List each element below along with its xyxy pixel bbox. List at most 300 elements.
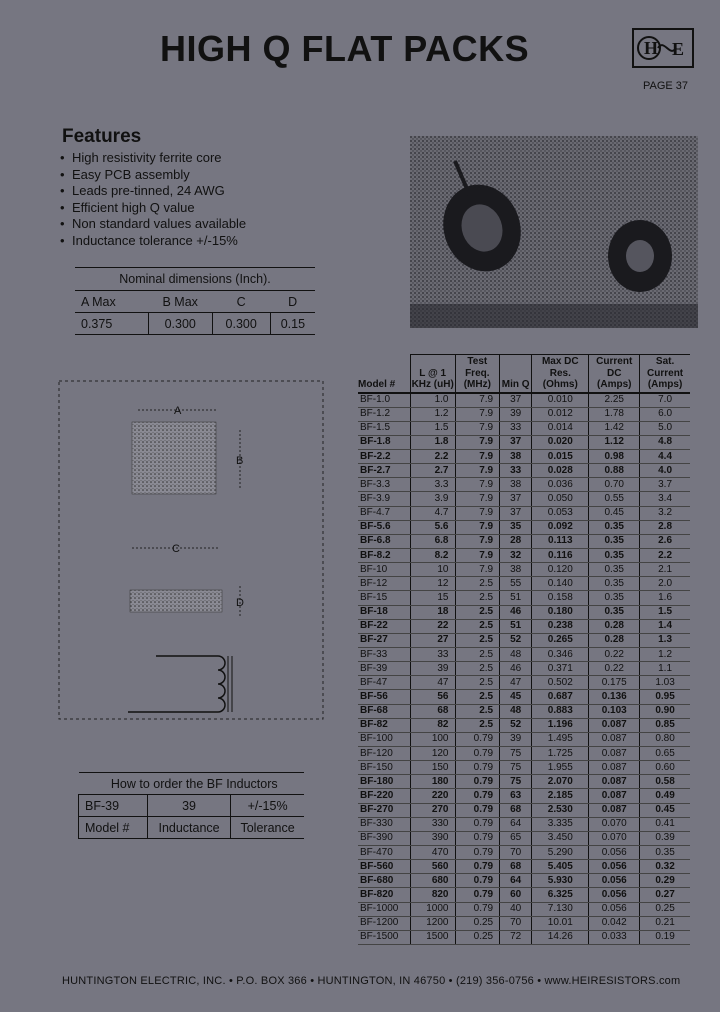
feature-item: • Inductance tolerance +/-15% (60, 233, 246, 250)
spec-model: BF-27 (358, 633, 410, 647)
spec-freq: 0.79 (455, 732, 500, 746)
spec-freq: 0.79 (455, 817, 500, 831)
spec-freq: 2.5 (455, 605, 500, 619)
spec-res: 0.120 (532, 563, 589, 577)
spec-freq: 2.5 (455, 704, 500, 718)
dim-header-d: D (270, 291, 315, 313)
spec-res: 0.883 (532, 704, 589, 718)
spec-sat: 0.29 (640, 874, 690, 888)
spec-row (358, 435, 690, 449)
spec-q: 33 (500, 421, 532, 435)
dim-header-b: B Max (148, 291, 212, 313)
spec-inductance: 56 (410, 690, 455, 704)
spec-header-res: Max DC Res. (Ohms) (532, 355, 589, 393)
spec-row (358, 407, 690, 421)
spec-res: 0.010 (532, 393, 589, 408)
spec-inductance: 3.9 (410, 492, 455, 506)
spec-freq: 0.25 (455, 930, 500, 944)
product-photo (410, 136, 698, 328)
spec-q: 48 (500, 648, 532, 662)
spec-row (358, 478, 690, 492)
spec-inductance: 1500 (410, 930, 455, 944)
spec-q: 38 (500, 450, 532, 464)
spec-sat: 4.4 (640, 450, 690, 464)
spec-q: 37 (500, 393, 532, 408)
spec-row (358, 761, 690, 775)
spec-q: 64 (500, 817, 532, 831)
spec-freq: 0.79 (455, 874, 500, 888)
spec-current: 0.070 (589, 817, 640, 831)
spec-current: 0.087 (589, 775, 640, 789)
spec-q: 75 (500, 775, 532, 789)
spec-res: 0.140 (532, 577, 589, 591)
spec-q: 52 (500, 718, 532, 732)
spec-q: 32 (500, 549, 532, 563)
spec-inductance: 1.0 (410, 393, 455, 408)
spec-model: BF-2.7 (358, 464, 410, 478)
spec-current: 0.45 (589, 506, 640, 520)
spec-model: BF-220 (358, 789, 410, 803)
dimensions-table (75, 267, 315, 335)
spec-sat: 0.95 (640, 690, 690, 704)
order-table (78, 772, 304, 839)
spec-q: 39 (500, 732, 532, 746)
spec-inductance: 4.7 (410, 506, 455, 520)
spec-res: 6.325 (532, 888, 589, 902)
spec-row (358, 633, 690, 647)
spec-res: 3.335 (532, 817, 589, 831)
spec-inductance: 220 (410, 789, 455, 803)
dim-value-c: 0.300 (212, 313, 270, 335)
feature-item: • High resistivity ferrite core (60, 150, 246, 167)
spec-row (358, 846, 690, 860)
spec-freq: 2.5 (455, 633, 500, 647)
label-b: B (236, 455, 244, 467)
spec-header-inductance: L @ 1 KHz (uH) (410, 355, 455, 393)
spec-freq: 0.79 (455, 789, 500, 803)
spec-freq: 2.5 (455, 676, 500, 690)
spec-model: BF-180 (358, 775, 410, 789)
spec-model: BF-3.3 (358, 478, 410, 492)
spec-row (358, 831, 690, 845)
spec-model: BF-39 (358, 662, 410, 676)
spec-inductance: 1200 (410, 916, 455, 930)
spec-inductance: 8.2 (410, 549, 455, 563)
spec-sat: 0.58 (640, 775, 690, 789)
spec-inductance: 10 (410, 563, 455, 577)
spec-row (358, 789, 690, 803)
spec-freq: 7.9 (455, 478, 500, 492)
spec-current: 0.22 (589, 648, 640, 662)
spec-row (358, 393, 690, 408)
spec-sat: 2.2 (640, 549, 690, 563)
spec-q: 35 (500, 520, 532, 534)
spec-current: 0.070 (589, 831, 640, 845)
spec-model: BF-1.0 (358, 393, 410, 408)
spec-res: 0.092 (532, 520, 589, 534)
spec-model: BF-1.5 (358, 421, 410, 435)
spec-inductance: 1.2 (410, 407, 455, 421)
spec-row (358, 520, 690, 534)
spec-res: 10.01 (532, 916, 589, 930)
spec-inductance: 2.7 (410, 464, 455, 478)
spec-inductance: 100 (410, 732, 455, 746)
spec-model: BF-1.2 (358, 407, 410, 421)
label-d: D (236, 597, 244, 609)
spec-freq: 0.79 (455, 803, 500, 817)
company-logo (632, 28, 694, 68)
spec-inductance: 18 (410, 605, 455, 619)
dimension-drawing (58, 380, 324, 720)
spec-current: 0.087 (589, 761, 640, 775)
spec-current: 0.056 (589, 874, 640, 888)
spec-sat: 2.0 (640, 577, 690, 591)
dim-value-b: 0.300 (148, 313, 212, 335)
spec-model: BF-2.2 (358, 450, 410, 464)
spec-sat: 0.32 (640, 860, 690, 874)
spec-current: 0.056 (589, 846, 640, 860)
spec-sat: 0.35 (640, 846, 690, 860)
spec-sat: 7.0 (640, 393, 690, 408)
spec-res: 1.955 (532, 761, 589, 775)
features-heading: Features (62, 126, 142, 147)
spec-freq: 2.5 (455, 718, 500, 732)
spec-q: 70 (500, 916, 532, 930)
label-a: A (174, 405, 182, 417)
feature-item: • Non standard values available (60, 216, 246, 233)
spec-current: 0.88 (589, 464, 640, 478)
spec-model: BF-1200 (358, 916, 410, 930)
logo-letter-e: E (672, 39, 685, 59)
spec-row (358, 534, 690, 548)
spec-res: 1.495 (532, 732, 589, 746)
spec-sat: 5.0 (640, 421, 690, 435)
spec-current: 0.033 (589, 930, 640, 944)
spec-row (358, 563, 690, 577)
spec-sat: 3.2 (640, 506, 690, 520)
spec-sat: 4.0 (640, 464, 690, 478)
spec-res: 5.405 (532, 860, 589, 874)
spec-q: 38 (500, 478, 532, 492)
spec-inductance: 22 (410, 619, 455, 633)
spec-model: BF-5.6 (358, 520, 410, 534)
spec-freq: 0.79 (455, 761, 500, 775)
spec-row (358, 549, 690, 563)
spec-model: BF-390 (358, 831, 410, 845)
spec-model: BF-4.7 (358, 506, 410, 520)
dim-header-a: A Max (75, 291, 148, 313)
spec-sat: 0.45 (640, 803, 690, 817)
dim-header-c: C (212, 291, 270, 313)
spec-freq: 7.9 (455, 534, 500, 548)
order-label-model: Model # (79, 817, 148, 839)
spec-current: 0.98 (589, 450, 640, 464)
spec-res: 0.502 (532, 676, 589, 690)
spec-sat: 0.27 (640, 888, 690, 902)
spec-res: 0.371 (532, 662, 589, 676)
spec-q: 51 (500, 619, 532, 633)
spec-header-sat: Sat. Current (Amps) (640, 355, 690, 393)
specs-table (358, 354, 690, 945)
spec-inductance: 270 (410, 803, 455, 817)
spec-row (358, 704, 690, 718)
spec-res: 0.116 (532, 549, 589, 563)
spec-inductance: 150 (410, 761, 455, 775)
feature-item: • Easy PCB assembly (60, 167, 246, 184)
spec-res: 0.180 (532, 605, 589, 619)
spec-sat: 0.90 (640, 704, 690, 718)
spec-res: 0.050 (532, 492, 589, 506)
spec-current: 0.35 (589, 591, 640, 605)
spec-current: 0.55 (589, 492, 640, 506)
spec-inductance: 39 (410, 662, 455, 676)
spec-header-q: Min Q (500, 355, 532, 393)
spec-inductance: 680 (410, 874, 455, 888)
spec-res: 0.015 (532, 450, 589, 464)
spec-current: 0.35 (589, 534, 640, 548)
spec-current: 2.25 (589, 393, 640, 408)
spec-row (358, 916, 690, 930)
spec-sat: 2.6 (640, 534, 690, 548)
spec-q: 68 (500, 803, 532, 817)
spec-freq: 0.79 (455, 747, 500, 761)
page-title: HIGH Q FLAT PACKS (160, 28, 530, 69)
spec-model: BF-18 (358, 605, 410, 619)
spec-q: 55 (500, 577, 532, 591)
spec-current: 0.087 (589, 732, 640, 746)
spec-inductance: 47 (410, 676, 455, 690)
spec-res: 0.346 (532, 648, 589, 662)
spec-res: 0.113 (532, 534, 589, 548)
spec-freq: 7.9 (455, 393, 500, 408)
spec-res: 7.130 (532, 902, 589, 916)
spec-sat: 0.19 (640, 930, 690, 944)
spec-model: BF-820 (358, 888, 410, 902)
spec-q: 52 (500, 633, 532, 647)
spec-row (358, 690, 690, 704)
spec-sat: 0.49 (640, 789, 690, 803)
spec-inductance: 180 (410, 775, 455, 789)
spec-row (358, 930, 690, 944)
logo-letter-h: H (644, 38, 659, 58)
spec-freq: 0.79 (455, 846, 500, 860)
specs-body (358, 393, 690, 945)
spec-freq: 2.5 (455, 577, 500, 591)
features-list (60, 150, 246, 249)
spec-sat: 6.0 (640, 407, 690, 421)
spec-current: 0.35 (589, 563, 640, 577)
spec-freq: 7.9 (455, 421, 500, 435)
spec-inductance: 6.8 (410, 534, 455, 548)
label-c: C (172, 543, 180, 555)
spec-inductance: 1000 (410, 902, 455, 916)
spec-freq: 0.79 (455, 902, 500, 916)
spec-row (358, 577, 690, 591)
spec-res: 0.158 (532, 591, 589, 605)
spec-freq: 7.9 (455, 549, 500, 563)
spec-res: 2.185 (532, 789, 589, 803)
spec-model: BF-150 (358, 761, 410, 775)
spec-res: 0.053 (532, 506, 589, 520)
spec-sat: 3.7 (640, 478, 690, 492)
spec-freq: 0.79 (455, 888, 500, 902)
spec-q: 60 (500, 888, 532, 902)
order-label-tolerance: Tolerance (231, 817, 304, 839)
spec-model: BF-33 (358, 648, 410, 662)
spec-res: 2.070 (532, 775, 589, 789)
spec-inductance: 3.3 (410, 478, 455, 492)
spec-row (358, 591, 690, 605)
spec-sat: 1.6 (640, 591, 690, 605)
spec-sat: 0.41 (640, 817, 690, 831)
spec-current: 0.175 (589, 676, 640, 690)
spec-current: 0.28 (589, 619, 640, 633)
spec-row (358, 803, 690, 817)
dimensions-caption: Nominal dimensions (Inch). (75, 268, 315, 291)
spec-current: 0.35 (589, 605, 640, 619)
spec-current: 1.78 (589, 407, 640, 421)
spec-freq: 7.9 (455, 464, 500, 478)
spec-row (358, 421, 690, 435)
spec-res: 2.530 (532, 803, 589, 817)
spec-current: 0.042 (589, 916, 640, 930)
spec-res: 0.238 (532, 619, 589, 633)
spec-sat: 3.4 (640, 492, 690, 506)
order-label-inductance: Inductance (147, 817, 230, 839)
spec-freq: 7.9 (455, 435, 500, 449)
spec-res: 0.028 (532, 464, 589, 478)
spec-current: 0.087 (589, 789, 640, 803)
spec-inductance: 1.8 (410, 435, 455, 449)
spec-model: BF-270 (358, 803, 410, 817)
spec-freq: 2.5 (455, 648, 500, 662)
spec-row (358, 605, 690, 619)
spec-model: BF-1000 (358, 902, 410, 916)
spec-sat: 2.1 (640, 563, 690, 577)
spec-sat: 0.21 (640, 916, 690, 930)
spec-current: 0.70 (589, 478, 640, 492)
spec-row (358, 888, 690, 902)
page-number: PAGE 37 (643, 80, 689, 92)
spec-model: BF-330 (358, 817, 410, 831)
spec-res: 14.26 (532, 930, 589, 944)
spec-current: 0.087 (589, 747, 640, 761)
spec-sat: 0.25 (640, 902, 690, 916)
spec-q: 70 (500, 846, 532, 860)
spec-row (358, 902, 690, 916)
spec-model: BF-15 (358, 591, 410, 605)
spec-row (358, 492, 690, 506)
spec-sat: 0.39 (640, 831, 690, 845)
spec-freq: 0.25 (455, 916, 500, 930)
spec-q: 39 (500, 407, 532, 421)
spec-model: BF-8.2 (358, 549, 410, 563)
spec-q: 75 (500, 747, 532, 761)
spec-sat: 0.60 (640, 761, 690, 775)
spec-row (358, 662, 690, 676)
spec-inductance: 12 (410, 577, 455, 591)
spec-current: 0.056 (589, 902, 640, 916)
spec-inductance: 5.6 (410, 520, 455, 534)
spec-model: BF-6.8 (358, 534, 410, 548)
spec-q: 37 (500, 506, 532, 520)
spec-inductance: 15 (410, 591, 455, 605)
spec-freq: 7.9 (455, 450, 500, 464)
spec-header-freq: Test Freq. (MHz) (455, 355, 500, 393)
spec-current: 0.056 (589, 888, 640, 902)
spec-current: 0.103 (589, 704, 640, 718)
spec-res: 0.014 (532, 421, 589, 435)
spec-q: 38 (500, 563, 532, 577)
feature-item: • Efficient high Q value (60, 200, 246, 217)
spec-sat: 0.80 (640, 732, 690, 746)
spec-inductance: 560 (410, 860, 455, 874)
spec-q: 51 (500, 591, 532, 605)
spec-freq: 0.79 (455, 860, 500, 874)
spec-model: BF-22 (358, 619, 410, 633)
feature-item: • Leads pre-tinned, 24 AWG (60, 183, 246, 200)
spec-q: 45 (500, 690, 532, 704)
spec-sat: 0.85 (640, 718, 690, 732)
spec-inductance: 2.2 (410, 450, 455, 464)
spec-freq: 2.5 (455, 690, 500, 704)
spec-inductance: 33 (410, 648, 455, 662)
spec-current: 0.22 (589, 662, 640, 676)
spec-q: 37 (500, 435, 532, 449)
spec-inductance: 820 (410, 888, 455, 902)
spec-current: 1.42 (589, 421, 640, 435)
spec-q: 68 (500, 860, 532, 874)
dim-value-a: 0.375 (75, 313, 148, 335)
spec-q: 48 (500, 704, 532, 718)
spec-row (358, 450, 690, 464)
spec-current: 0.087 (589, 803, 640, 817)
spec-q: 46 (500, 605, 532, 619)
spec-current: 1.12 (589, 435, 640, 449)
spec-sat: 1.4 (640, 619, 690, 633)
spec-q: 65 (500, 831, 532, 845)
spec-row (358, 860, 690, 874)
spec-q: 64 (500, 874, 532, 888)
spec-model: BF-120 (358, 747, 410, 761)
spec-model: BF-3.9 (358, 492, 410, 506)
spec-res: 0.012 (532, 407, 589, 421)
spec-inductance: 68 (410, 704, 455, 718)
spec-current: 0.087 (589, 718, 640, 732)
spec-inductance: 120 (410, 747, 455, 761)
spec-inductance: 1.5 (410, 421, 455, 435)
spec-model: BF-470 (358, 846, 410, 860)
spec-header-model: Model # (358, 355, 410, 393)
order-caption: How to order the BF Inductors (79, 773, 305, 795)
spec-sat: 0.65 (640, 747, 690, 761)
spec-model: BF-680 (358, 874, 410, 888)
spec-model: BF-1.8 (358, 435, 410, 449)
order-example-inductance: 39 (147, 795, 230, 817)
spec-row (358, 747, 690, 761)
spec-current: 0.056 (589, 860, 640, 874)
spec-header-current: Current DC (Amps) (589, 355, 640, 393)
spec-sat: 4.8 (640, 435, 690, 449)
spec-model: BF-56 (358, 690, 410, 704)
spec-model: BF-82 (358, 718, 410, 732)
spec-res: 0.036 (532, 478, 589, 492)
spec-q: 75 (500, 761, 532, 775)
spec-res: 0.687 (532, 690, 589, 704)
spec-row (358, 817, 690, 831)
spec-inductance: 330 (410, 817, 455, 831)
spec-row (358, 619, 690, 633)
